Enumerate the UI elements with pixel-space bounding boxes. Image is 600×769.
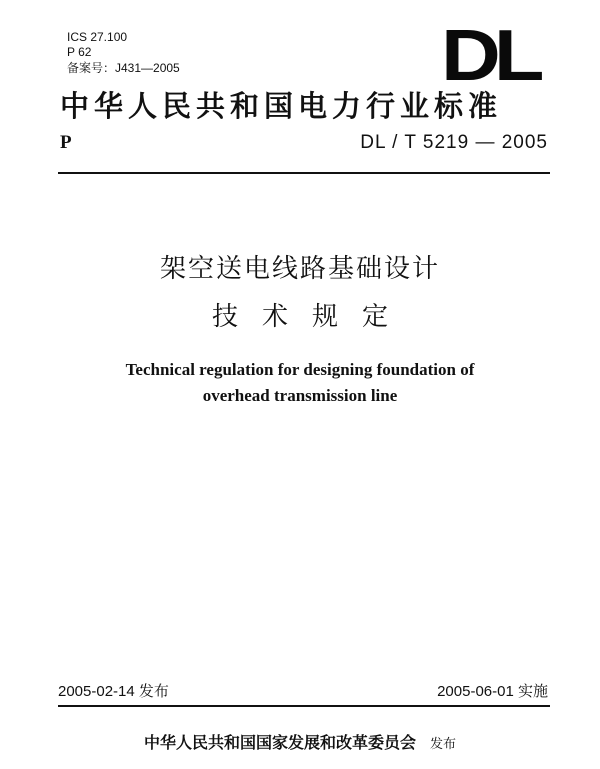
issuer-action: 发布 <box>430 737 457 752</box>
implementation-date: 2005-06-01 实施 <box>437 683 548 700</box>
title-english-line2: overhead transmission line <box>202 386 398 405</box>
title-chinese-line2: 技术规定 <box>211 302 412 332</box>
ics-code: ICS 27.100 <box>67 30 128 44</box>
issuer <box>0 733 600 755</box>
classification-code: P 62 <box>67 45 92 59</box>
title-english-line1: Technical regulation for designing foundation of <box>125 360 475 379</box>
dl-logo: DL <box>441 16 538 96</box>
title-chinese-line1: 架空送电线路基础设计 <box>159 254 440 284</box>
standard-number: DL / T 5219 — 2005 <box>360 132 548 153</box>
bottom-divider <box>58 705 550 707</box>
top-divider <box>58 172 550 174</box>
filing-number: 备案号：J431—2005 <box>67 61 180 75</box>
issue-date: 2005-02-14 发布 <box>58 683 169 700</box>
issuer-name: 中华人民共和国国家发展和改革委员会 <box>143 733 416 752</box>
standard-name: 中华人民共和国电力行业标准 <box>60 89 503 123</box>
category-letter: P <box>60 132 72 153</box>
